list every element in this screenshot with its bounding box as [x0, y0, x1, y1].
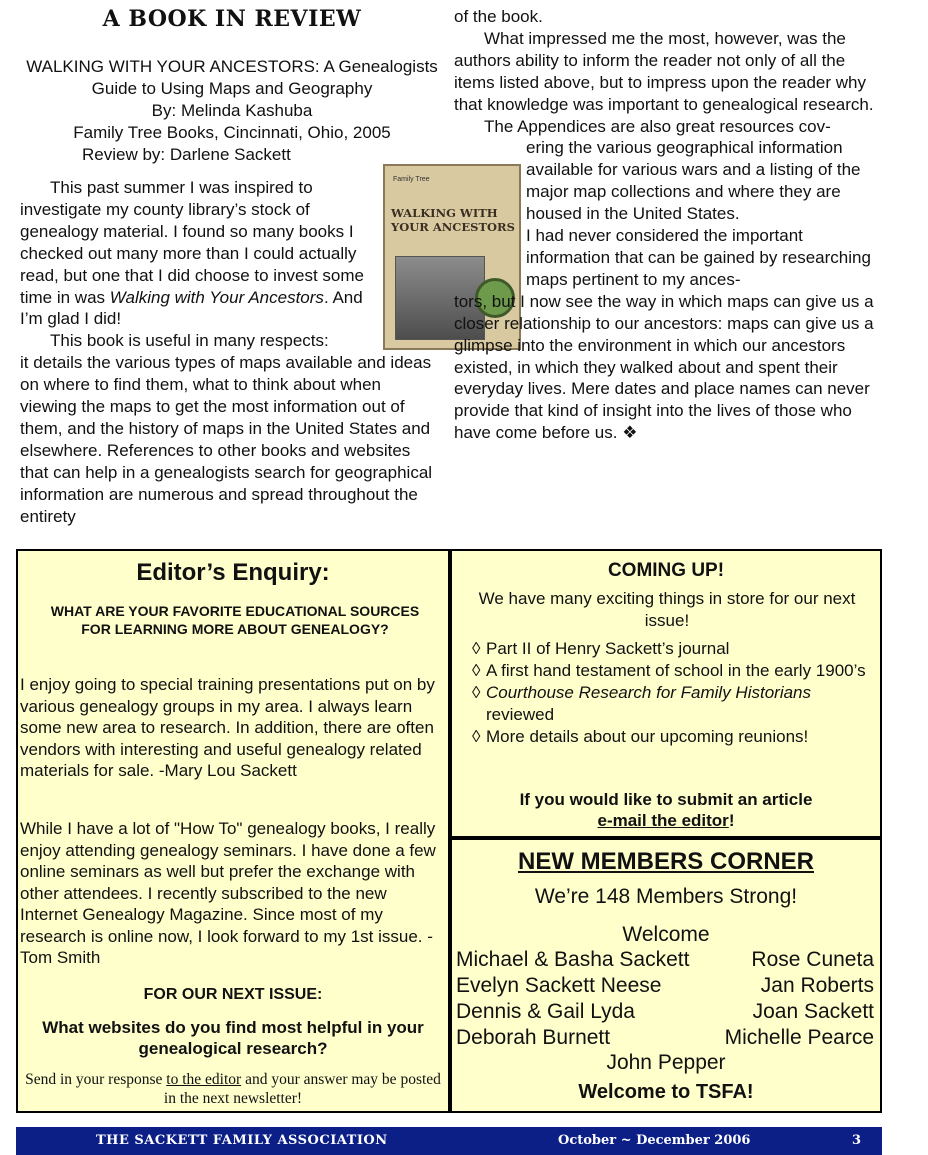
list-item: ◊ A first hand testament of school in the early 1900’s: [472, 661, 866, 680]
welcome-heading: Welcome: [622, 923, 710, 946]
review-column-left: [20, 177, 440, 528]
review-paragraph-5b: tors, but I now see the way in which maps can give us a closer relationship to our ancestors: maps can give us a glimpse into the environment in which our ancestors existed, in which they walked about and spent their everyday lives. Mere dates and place names can never provide that kind of insight into the lives of those who have come before us. ❖: [454, 291, 874, 443]
list-item: ◊ More details about our upcoming reunions!: [472, 727, 809, 746]
list-item: ◊ Part II of Henry Sackett’s journal: [472, 639, 730, 658]
diamond-bullet-icon: ◊: [472, 727, 481, 746]
reviewer: Review by: Darlene Sackett: [82, 145, 291, 164]
members-count: We’re 148 Members Strong!: [534, 885, 798, 908]
coming-up-intro: We have many exciting things in store for our next issue!: [478, 589, 856, 630]
review-column-right: [454, 6, 884, 444]
new-members-title: NEW MEMBERS CORNER: [517, 848, 814, 875]
member-row: Deborah Burnett Michelle Pearce: [456, 1026, 874, 1049]
editor-enquiry-box: [16, 549, 450, 1113]
footer-bar: [16, 1127, 882, 1155]
book-publisher: Family Tree Books, Cincinnati, Ohio, 2005: [73, 123, 391, 142]
cover-publisher-mark: Family Tree: [393, 176, 430, 183]
editor-answer-tom: While I have a lot of "How To" genealogy books, I really enjoy attending genealogy seminars. I have done a few online seminars as well but prefer the exchange with other attendees. I recently subscribed to the new Internet Genealogy Magazine. Since most of my research is online now, I look forward to my 1st issue. -Tom Smith: [20, 819, 436, 967]
member-row: Dennis & Gail Lyda Joan Sackett: [456, 1000, 874, 1023]
member-row: John Pepper: [606, 1051, 726, 1074]
book-title: WALKING WITH YOUR ANCESTORS: A Genealogists Guide to Using Maps and Geography: [26, 57, 438, 98]
coming-up-box: [450, 549, 882, 838]
member-row: Michael & Basha Sackett Rose Cuneta: [456, 948, 874, 971]
end-mark-icon: ❖: [622, 423, 638, 443]
new-members-box: [450, 838, 882, 1113]
book-author: By: Melinda Kashuba: [151, 101, 313, 120]
diamond-bullet-icon: ◊: [472, 639, 481, 658]
review-paragraph-5a: I had never considered the important information that can be gained by researching maps pertinent to my ances-: [526, 226, 871, 289]
next-issue-question: What websites do you find most helpful in your genealogical research?: [42, 1018, 424, 1058]
review-paragraph-4b: ering the various geographical information available for various wars and a listing of the major map collections and where they are housed in the United States.: [526, 138, 861, 224]
review-meta: [18, 56, 446, 166]
welcome-tsfa: Welcome to TSFA!: [578, 1081, 754, 1103]
diamond-bullet-icon: ◊: [472, 683, 481, 702]
member-row: Evelyn Sackett Neese Jan Roberts: [456, 974, 874, 997]
review-title: A BOOK IN REVIEW: [102, 6, 362, 32]
footer-date: October ~ December 2006: [558, 1133, 751, 1148]
editor-enquiry-title: Editor’s Enquiry:: [136, 559, 330, 586]
review-paragraph-2b: it details the various types of maps available and ideas on where to find them, what to think about when viewing the maps to get the most information out of them, and the history of maps in the United States and elsewhere. References to other books and websites that can help in a genealogists search for geographical information are numerous and spread throughout the entirety: [20, 353, 433, 526]
review-paragraph-3: What impressed me the most, however, was the authors ability to inform the reader not only of all the items listed above, but to impress upon the reader why that knowledge was important to genealogical research.: [454, 28, 874, 114]
cover-title: WALKING WITH YOUR ANCESTORS: [391, 206, 515, 234]
send-response-note: Send in your response to the editor and your answer may be posted in the next newsletter!: [25, 1071, 441, 1107]
review-paragraph-2c: of the book.: [454, 7, 543, 26]
editor-link[interactable]: to the editor: [166, 1071, 242, 1088]
coming-up-list: [472, 638, 872, 748]
next-issue-title: FOR OUR NEXT ISSUE:: [143, 986, 323, 1003]
review-paragraph-4a: The Appendices are also great resources cov-: [484, 116, 831, 136]
email-editor-link[interactable]: e-mail the editor: [597, 811, 729, 830]
page-number: 3: [852, 1133, 862, 1148]
editor-answer-mary: I enjoy going to special training presentations put on by various genealogy groups in my area. I always learn some new area to research. In addition, there are often vendors with interesting and useful genealogy related materials for sale. -Mary Lou Sackett: [20, 675, 435, 780]
footer-association: THE SACKETT FAMILY ASSOCIATION: [96, 1133, 388, 1148]
editor-question: WHAT ARE YOUR FAVORITE EDUCATIONAL SOURCES FOR LEARNING MORE ABOUT GENEALOGY?: [50, 603, 420, 637]
review-paragraph-1: This past summer I was inspired to investigate my county library’s stock of genealogy material. I found so many books I checked out many more than I could actually read, but one that I did choose to invest some time in was Walking with Your Ancestors. And I’m glad I did!: [20, 178, 364, 329]
diamond-bullet-icon: ◊: [472, 661, 481, 680]
coming-up-title: COMING UP!: [607, 560, 725, 581]
review-paragraph-2a: This book is useful in many respects:: [50, 331, 329, 351]
submit-article-note: If you would like to submit an article e-mail the editor!: [519, 790, 813, 830]
list-item: ◊ Courthouse Research for Family Historians reviewed: [472, 683, 812, 724]
